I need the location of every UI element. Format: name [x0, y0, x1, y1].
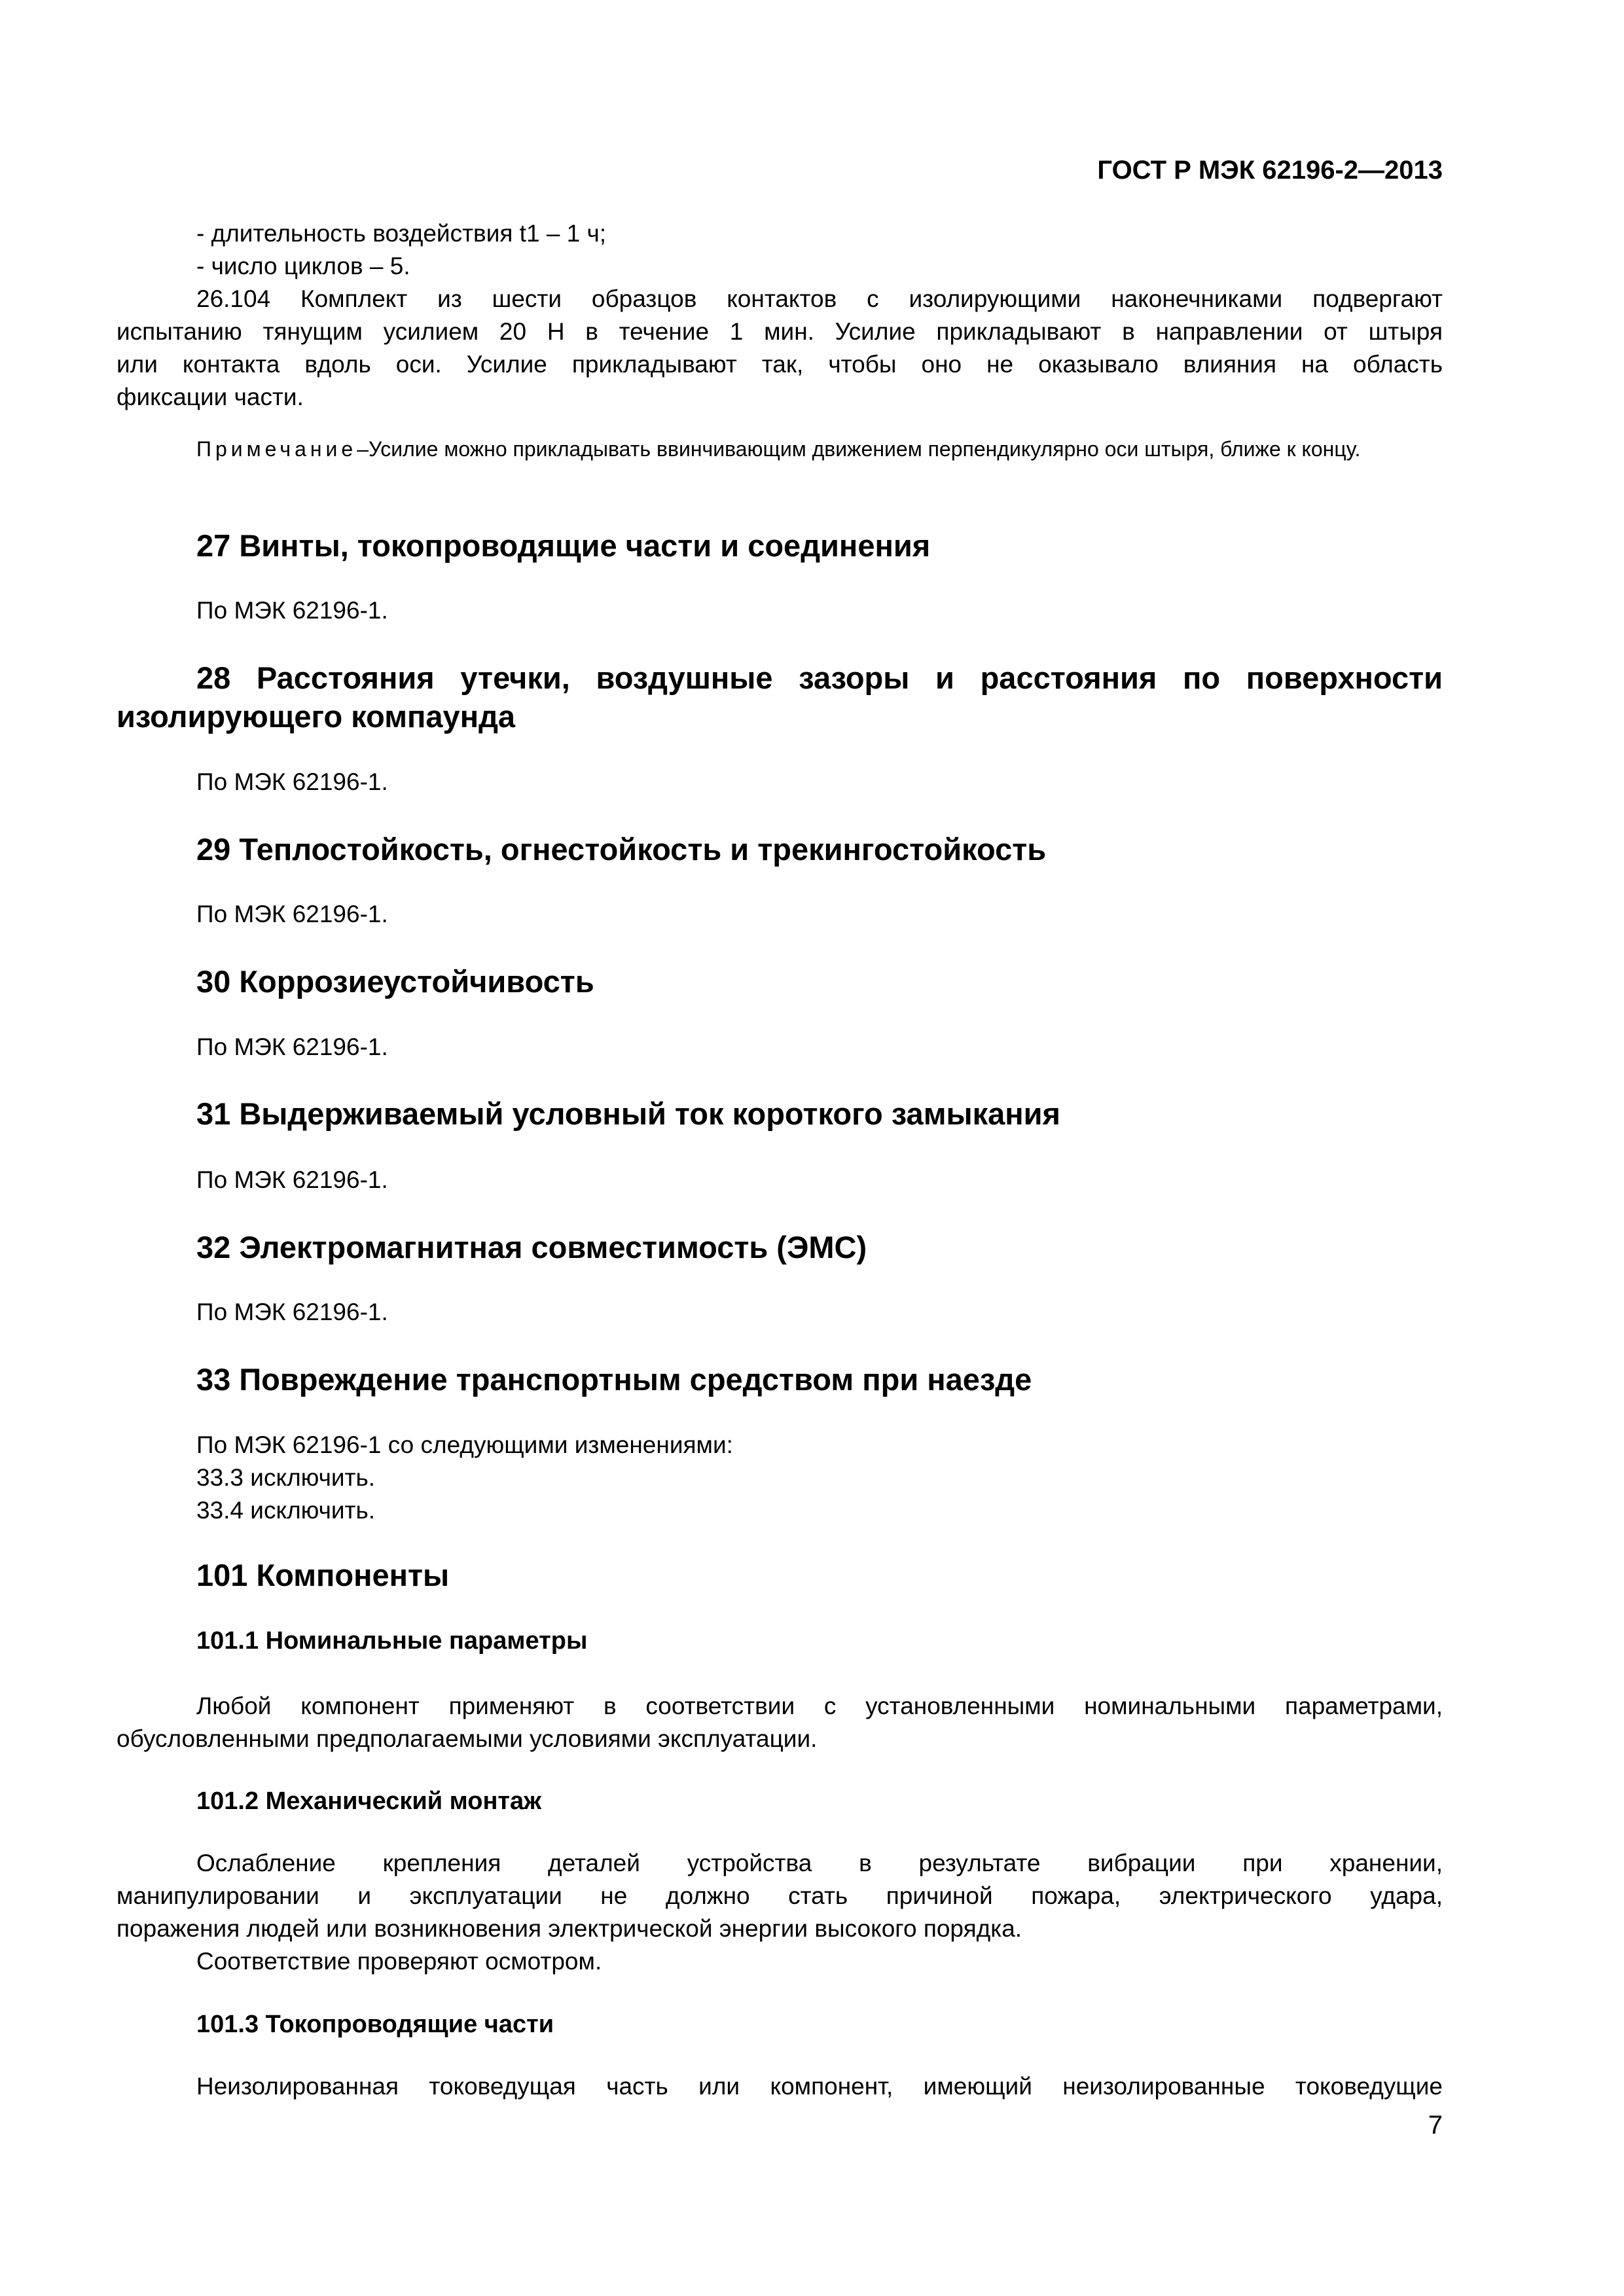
subsection-101-1-heading: 101.1 Номинальные параметры: [196, 1627, 588, 1655]
paragraph-line: или контакта вдоль оси. Усилие прикладывают так, чтобы оно не оказывало влияния на область: [117, 351, 1443, 378]
paragraph-line: 26.104 Комплект из шести образцов контактов с изолирующими наконечниками подвергают: [196, 285, 1443, 312]
section-33-line: 33.3 исключить.: [196, 1464, 376, 1491]
section-32-text: По МЭК 62196-1.: [196, 1299, 388, 1325]
section-27-heading: 27 Винты, токопроводящие части и соединения: [196, 528, 931, 563]
section-29-heading: 29 Теплостойкость, огнестойкость и трекингостойкость: [196, 832, 1047, 867]
paragraph-line: испытанию тянущим усилием 20 Н в течение 1 мин. Усилие прикладывают в направлении от штыря: [117, 318, 1443, 345]
subsection-101-3-paragraph: [117, 2070, 1443, 2103]
subsection-101-3-heading: 101.3 Токопроводящие части: [196, 2011, 554, 2038]
note-paragraph: [117, 435, 1443, 463]
section-101-heading: 101 Компоненты: [196, 1558, 450, 1592]
section-28-heading: [117, 658, 1443, 736]
section-29-text: По МЭК 62196-1.: [196, 901, 388, 927]
paragraph-line: Неизолированная токоведущая часть или компонент, имеющий неизолированные токоведущие: [196, 2073, 1443, 2100]
paragraph-line: манипулировании и эксплуатации не должно стать причиной пожара, электрического удара,: [117, 1882, 1443, 1909]
paragraph-line: фиксации части.: [117, 384, 304, 410]
paragraph-line: обусловленными предполагаемыми условиями эксплуатации.: [117, 1725, 818, 1752]
heading-line: 28 Расстояния утечки, воздушные зазоры и расстояния по поверхности: [196, 660, 1443, 695]
section-27-text: По МЭК 62196-1.: [196, 597, 388, 624]
section-31-heading: 31 Выдерживаемый условный ток короткого замыкания: [196, 1096, 1060, 1131]
section-33-heading: 33 Повреждение транспортным средством при наезде: [196, 1362, 1032, 1397]
clause-26-104-paragraph: [117, 283, 1443, 414]
section-32-heading: 32 Электромагнитная совместимость (ЭМС): [196, 1230, 867, 1265]
page-number: 7: [1428, 2111, 1443, 2140]
section-33-line: По МЭК 62196-1 со следующими изменениями:: [196, 1431, 733, 1458]
section-28-text: По МЭК 62196-1.: [196, 768, 388, 795]
section-31-text: По МЭК 62196-1.: [196, 1166, 388, 1193]
subsection-101-2-check: Соответствие проверяют осмотром.: [196, 1948, 602, 1975]
section-33-line: 33.4 исключить.: [196, 1497, 376, 1524]
subsection-101-2-heading: 101.2 Механический монтаж: [196, 1787, 542, 1815]
list-item-duration: - длительность воздействия t1 – 1 ч;: [196, 220, 607, 247]
list-item-cycles: - число циклов – 5.: [196, 253, 410, 279]
subsection-101-1-paragraph: [117, 1690, 1443, 1755]
paragraph-line: Любой компонент применяют в соответствии с установленными номинальными параметрами,: [196, 1693, 1443, 1719]
section-30-text: По МЭК 62196-1.: [196, 1033, 388, 1060]
note-label: Примечание: [196, 437, 357, 461]
document-code-header: ГОСТ Р МЭК 62196-2—2013: [1097, 156, 1443, 185]
paragraph-line: Ослабление крепления деталей устройства в результате вибрации при хранении,: [196, 1850, 1443, 1876]
section-30-heading: 30 Коррозиеустойчивость: [196, 964, 594, 999]
note-text: –Усилие можно прикладывать ввинчивающим движением перпендикулярно оси штыря, ближе к концу.: [357, 437, 1361, 461]
subsection-101-2-paragraph: [117, 1847, 1443, 1945]
heading-line: изолирующего компаунда: [117, 699, 516, 734]
paragraph-line: поражения людей или возникновения электрической энергии высокого порядка.: [117, 1915, 1022, 1942]
